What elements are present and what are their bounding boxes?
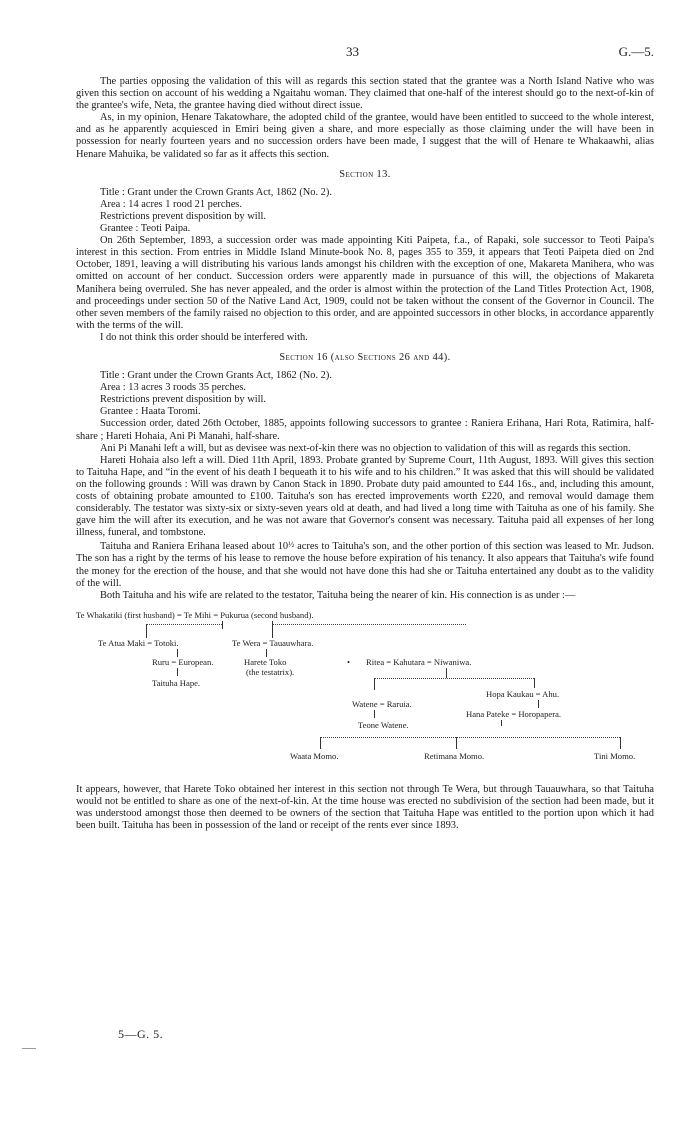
section-13-area: Area : 14 acres 1 rood 21 perches. (100, 198, 242, 210)
tree-node: Hana Pateke = Horopapera. (466, 708, 562, 719)
page-footer: 5—G. 5. (118, 1027, 164, 1041)
tree-node: Te Wera = Tauauwhara. (232, 637, 314, 648)
paragraph: It appears, however, that Harete Toko obtained her interest in this section not through Te Wera, but through Tauauwhara, so that Taituha would not be entitled to share as one of the next-of-kin. At the time house was erected no subdivision of the section had been made, but it was understood amongst those then deemed to be owners of the section that Taituha Hape was entitled to the portion upon which it had been built. Taituha has been in possession of the land or receipt of the rents ever since 1893. (76, 783, 654, 832)
tree-connector (501, 720, 502, 726)
paragraph: On 26th September, 1893, a succession order was made appointing Kiti Paipeta, f.a., of Rapaki, sole successor to Teoti Paipa's interest in this section. From entries in Middle Island Minute-book No. 8, pages 355 to 359, it appears that Teoti Paipeta died on 2nd October, 1891, leaving a will distributing his various lands amongst his children with the exception of one, Makareta Manihera, who was omitted on account of her conduct. Succession orders were apparently made in pursuance of this will, the objections of Makareta Manihera being overruled. She has never appealed, and the order is almost within the protection of the Land Titles Protection Act, 1908, and proceedings under section 50 of the Native Land Act, 1909, could not be taken without the consent of the Governor in Council. The other seven members of the family raised no objection to this order, and are appointed successors in other blocks, in accordance apparently with the terms of the will. (76, 235, 654, 331)
tree-connector (266, 649, 267, 657)
tree-root: Te Whakatiki (first husband) = Te Mihi = Pukurua (second husband). (76, 609, 314, 620)
section-16-area: Area : 13 acres 3 roods 35 perches. (100, 382, 246, 394)
paragraph: Succession order, dated 26th October, 1885, appoints following successors to grantee : Raniera Erihana, Hari Rota, Ratimira, half-share ; Hareti Hohaia, Ani Pi Manahi, half-share. (76, 418, 654, 442)
section-13-heading: Section 13. (339, 168, 391, 180)
tree-connector (320, 737, 620, 738)
tree-connector (146, 624, 147, 638)
paragraph: The parties opposing the validation of this will as regards this section stated that the grantee was a North Island Native who was given this section on account of his wedding a Ngaitahu woman. They claimed that one-half of the interest should go to the next-of-kin of the grantee's wife, Neta, the grantee having died without direct issue. (76, 76, 654, 112)
tree-connector (534, 678, 535, 688)
document-reference: G.—5. (618, 44, 654, 59)
page-number: 33 (346, 44, 359, 59)
tree-node: Tini Momo. (594, 750, 636, 761)
paragraph (76, 539, 654, 589)
paragraph: I do not think this order should be interfered with. (100, 331, 308, 343)
margin-mark (22, 1048, 36, 1049)
tree-connector (456, 737, 457, 749)
tree-connector (620, 737, 621, 749)
paragraph: Both Taituha and his wife are related to the testator, Taituha being the nearer of kin. His connection is as under :— (100, 589, 576, 601)
tree-connector (320, 737, 321, 749)
tree-connector (374, 678, 375, 690)
tree-connector (374, 710, 375, 718)
tree-connector (222, 621, 223, 629)
document-body (76, 76, 654, 832)
section-16-restrictions: Restrictions prevent disposition by will. (100, 394, 266, 406)
tree-connector (177, 649, 178, 657)
fraction: ½ (288, 540, 295, 550)
tree-node: (the testatrix). (246, 666, 295, 677)
tree-connector (446, 668, 447, 678)
tree-connector (272, 624, 466, 625)
genealogy-tree (76, 610, 654, 782)
paragraph: Ani Pi Manahi left a will, but as devisee was next-of-kin there was no objection to validation of this will as regards this section. (100, 442, 631, 454)
text-run: acres to Taituha's son, and the other portion of this section was leased to Mr. Judson. The son has a right by the terms of his lease to remove the house before expiration of his tenancy. It also appears that Taituha's wife found the money for the erection of the house, and that she would not have done this had she or Taituha entertained any doubt as to the validity of the will. (76, 541, 654, 589)
tree-node: Teone Watene. (358, 719, 409, 730)
tree-connector (177, 668, 178, 676)
tree-node: Harete Toko (244, 656, 287, 667)
tree-marker: • (347, 656, 351, 667)
tree-node: Watene = Raruia. (352, 698, 412, 709)
paragraph: As, in my opinion, Henare Takatowhare, the adopted child of the grantee, would have been entitled to succeed to the whole interest, and as he apparently acquiesced in Emiri being given a share, and more especially as those claiming under the will have been in possession for nearly fourteen years and no succession orders have been made, I suggest that the will of Henare te Whakaawhi, alias Henare Mahuika, be validated so far as it affects this section. (76, 112, 654, 160)
tree-node: Hopa Kaukau = Ahu. (486, 688, 560, 699)
tree-node: Retimana Momo. (424, 750, 485, 761)
tree-connector (272, 629, 273, 638)
tree-connector (538, 700, 539, 708)
page-header (76, 44, 654, 60)
tree-node: Taituha Hape. (152, 677, 201, 688)
tree-node: Waata Momo. (290, 750, 339, 761)
tree-node: Ritea = Kahutara = Niwaniwa. (366, 656, 472, 667)
text-run: Taituha and Raniera Erihana leased about 10 (100, 541, 289, 553)
tree-connector (374, 678, 534, 679)
tree-node: Ruru = European. (152, 656, 214, 667)
tree-node: Te Atua Maki = Totoki. (98, 637, 179, 648)
section-13-restrictions: Restrictions prevent disposition by will. (100, 210, 266, 222)
section-16-title: Title : Grant under the Crown Grants Act, 1862 (No. 2). (100, 370, 332, 382)
tree-connector (146, 624, 222, 625)
section-13-grantee: Grantee : Teoti Paipa. (100, 223, 191, 235)
section-13-title: Title : Grant under the Crown Grants Act, 1862 (No. 2). (100, 186, 332, 198)
section-16-heading: Section 16 (also Sections 26 and 44). (279, 351, 451, 363)
tree-connector (272, 621, 273, 629)
paragraph: Hareti Hohaia also left a will. Died 11th April, 1893. Probate granted by Supreme Court, 11th August, 1893. Will gives this section to Taituha Hape, and “in the event of his death I bequeath it to his wife and to his children.” It was asked that this will should be validated on the following grounds : Will was drawn by Canon Stack in 1890. Probate duty paid amounted to £44 16s., and, including this amount, costs of obtaining probate amounted to £100. Taituha's son has erected improvements worth £220, and removal would damage them considerably. The testator was sixty-six or sixty-seven years old at death, and had lived a long time with Taituha as one of his family. She gave him the will after its execution, and he was not aware that Governor's consent was necessary. Taituha paid all expenses of her long illness, funeral, and tombstone. (76, 454, 654, 539)
section-16-grantee: Grantee : Haata Toromi. (100, 406, 201, 418)
